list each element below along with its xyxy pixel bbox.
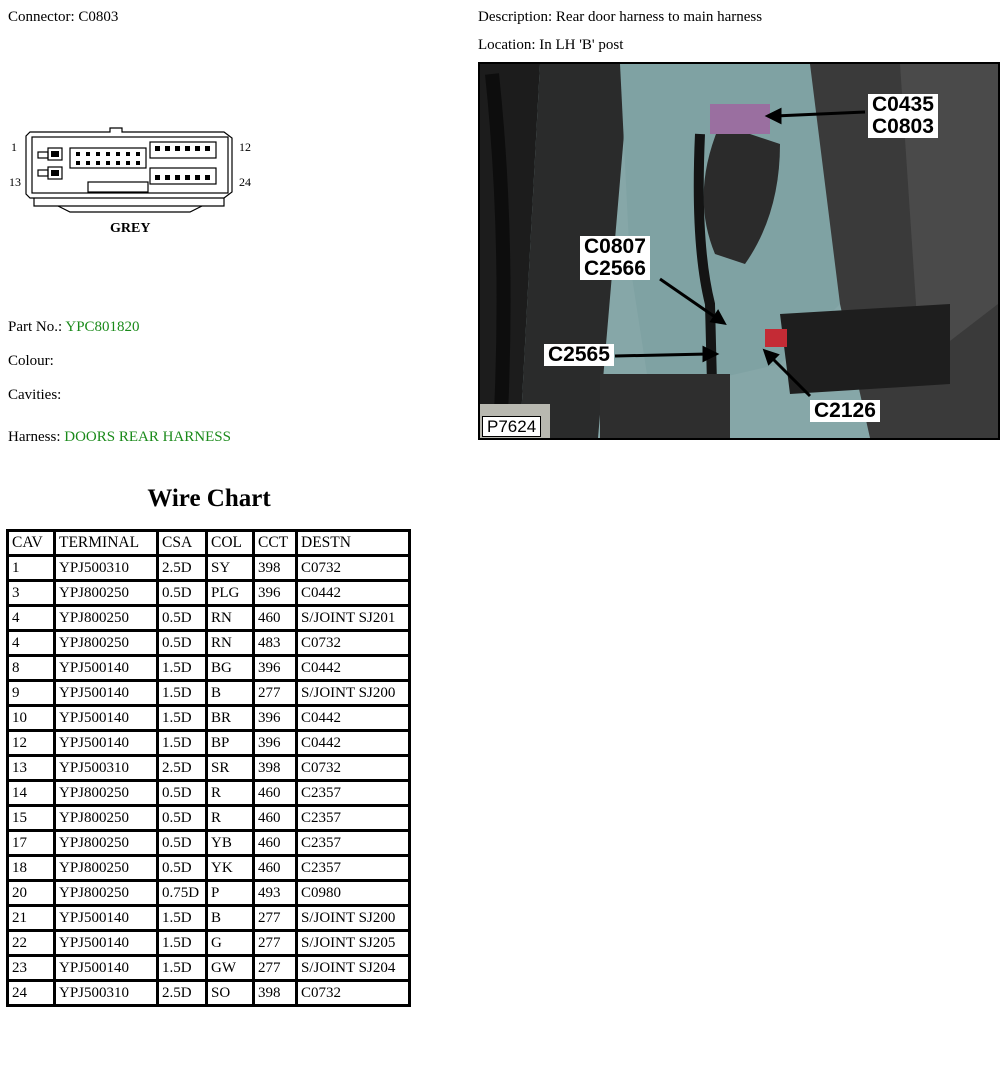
table-row bbox=[9, 732, 408, 754]
cell-terminal: YPJ500140 bbox=[56, 932, 156, 954]
cell-terminal: YPJ500140 bbox=[56, 682, 156, 704]
cell-cct: 277 bbox=[255, 957, 295, 979]
harness-line bbox=[8, 428, 231, 446]
table-row bbox=[9, 882, 408, 904]
cell-destn: S/JOINT SJ205 bbox=[298, 932, 408, 954]
callout-c2565: C2565 bbox=[544, 344, 614, 366]
pin-label-12: 12 bbox=[239, 140, 251, 154]
cell-col: SR bbox=[208, 757, 252, 779]
cell-col: RN bbox=[208, 607, 252, 629]
connector-face-diagram bbox=[0, 120, 280, 240]
connector-pins bbox=[51, 146, 210, 180]
cell-csa: 2.5D bbox=[159, 757, 205, 779]
header-destn: DESTN bbox=[298, 532, 408, 554]
cell-col: R bbox=[208, 807, 252, 829]
table-row bbox=[9, 557, 408, 579]
pin-label-13: 13 bbox=[9, 175, 21, 189]
table-row bbox=[9, 932, 408, 954]
cell-destn: C0980 bbox=[298, 882, 408, 904]
cell-cav: 22 bbox=[9, 932, 53, 954]
header-cct: CCT bbox=[255, 532, 295, 554]
cell-cav: 4 bbox=[9, 607, 53, 629]
cell-destn: C2357 bbox=[298, 832, 408, 854]
cell-destn: S/JOINT SJ204 bbox=[298, 957, 408, 979]
table-row bbox=[9, 857, 408, 879]
photo-ref: P7624 bbox=[482, 416, 541, 437]
callout-c2566: C2566 bbox=[584, 257, 646, 280]
cell-csa: 0.5D bbox=[159, 782, 205, 804]
connector-label: Connector: bbox=[8, 9, 75, 25]
callout-c0807-c2566 bbox=[580, 236, 650, 280]
colour-label: Colour: bbox=[8, 353, 54, 369]
cell-terminal: YPJ500140 bbox=[56, 657, 156, 679]
cell-cav: 20 bbox=[9, 882, 53, 904]
cell-cav: 1 bbox=[9, 557, 53, 579]
cell-csa: 0.5D bbox=[159, 607, 205, 629]
cell-csa: 1.5D bbox=[159, 682, 205, 704]
callout-c0435: C0435 bbox=[872, 93, 934, 116]
cell-cct: 398 bbox=[255, 982, 295, 1004]
cell-cct: 483 bbox=[255, 632, 295, 654]
cell-csa: 1.5D bbox=[159, 707, 205, 729]
cell-csa: 2.5D bbox=[159, 557, 205, 579]
cell-cav: 8 bbox=[9, 657, 53, 679]
description-line bbox=[478, 8, 762, 26]
cell-cav: 14 bbox=[9, 782, 53, 804]
cell-col: BP bbox=[208, 732, 252, 754]
cell-cav: 12 bbox=[9, 732, 53, 754]
table-row bbox=[9, 807, 408, 829]
table-row bbox=[9, 682, 408, 704]
cell-col: RN bbox=[208, 632, 252, 654]
cell-destn: C0732 bbox=[298, 757, 408, 779]
cell-cct: 398 bbox=[255, 757, 295, 779]
table-row bbox=[9, 582, 408, 604]
cell-csa: 0.5D bbox=[159, 832, 205, 854]
cell-destn: C0732 bbox=[298, 557, 408, 579]
cell-cav: 9 bbox=[9, 682, 53, 704]
cell-terminal: YPJ500310 bbox=[56, 757, 156, 779]
cell-csa: 0.5D bbox=[159, 857, 205, 879]
cell-cct: 460 bbox=[255, 607, 295, 629]
pin-label-1: 1 bbox=[11, 140, 17, 154]
description-label: Description: bbox=[478, 9, 553, 25]
cavities-label: Cavities: bbox=[8, 387, 62, 403]
cell-terminal: YPJ500140 bbox=[56, 707, 156, 729]
cell-cav: 15 bbox=[9, 807, 53, 829]
cell-terminal: YPJ800250 bbox=[56, 857, 156, 879]
cell-destn: C0732 bbox=[298, 982, 408, 1004]
cell-destn: C0442 bbox=[298, 657, 408, 679]
cell-col: BG bbox=[208, 657, 252, 679]
colour-line bbox=[8, 352, 54, 370]
cell-destn: S/JOINT SJ201 bbox=[298, 607, 408, 629]
table-row bbox=[9, 607, 408, 629]
cell-col: YB bbox=[208, 832, 252, 854]
red-connector-shape bbox=[765, 329, 787, 347]
cell-terminal: YPJ800250 bbox=[56, 782, 156, 804]
cell-csa: 0.75D bbox=[159, 882, 205, 904]
cell-terminal: YPJ800250 bbox=[56, 832, 156, 854]
harness-label: Harness: bbox=[8, 429, 61, 445]
cell-cct: 460 bbox=[255, 857, 295, 879]
cell-cct: 460 bbox=[255, 807, 295, 829]
cell-cct: 460 bbox=[255, 782, 295, 804]
callout-c0435-c0803 bbox=[868, 94, 938, 138]
cell-csa: 1.5D bbox=[159, 732, 205, 754]
cell-cav: 4 bbox=[9, 632, 53, 654]
cell-terminal: YPJ800250 bbox=[56, 582, 156, 604]
cell-col: GW bbox=[208, 957, 252, 979]
location-line bbox=[478, 36, 623, 54]
cell-terminal: YPJ500140 bbox=[56, 957, 156, 979]
part-no-value: YPC801820 bbox=[65, 319, 140, 335]
cell-cav: 21 bbox=[9, 907, 53, 929]
cell-terminal: YPJ800250 bbox=[56, 607, 156, 629]
cell-destn: C0442 bbox=[298, 707, 408, 729]
header-csa: CSA bbox=[159, 532, 205, 554]
cell-col: B bbox=[208, 682, 252, 704]
header-cav: CAV bbox=[9, 532, 53, 554]
cell-col: SO bbox=[208, 982, 252, 1004]
pin-label-24: 24 bbox=[239, 175, 251, 189]
cell-csa: 0.5D bbox=[159, 582, 205, 604]
part-no-label: Part No.: bbox=[8, 319, 63, 335]
cell-destn: C2357 bbox=[298, 807, 408, 829]
cell-cav: 17 bbox=[9, 832, 53, 854]
table-row bbox=[9, 907, 408, 929]
wire-chart-body bbox=[9, 557, 408, 1004]
cell-cav: 24 bbox=[9, 982, 53, 1004]
cell-csa: 0.5D bbox=[159, 632, 205, 654]
cell-destn: C0732 bbox=[298, 632, 408, 654]
cell-col: PLG bbox=[208, 582, 252, 604]
cell-terminal: YPJ800250 bbox=[56, 632, 156, 654]
table-row bbox=[9, 757, 408, 779]
cell-csa: 2.5D bbox=[159, 982, 205, 1004]
header-terminal: TERMINAL bbox=[56, 532, 156, 554]
cell-cct: 396 bbox=[255, 582, 295, 604]
cell-terminal: YPJ500310 bbox=[56, 982, 156, 1004]
cell-col: SY bbox=[208, 557, 252, 579]
cell-cav: 18 bbox=[9, 857, 53, 879]
cell-col: BR bbox=[208, 707, 252, 729]
connector-colour-label: GREY bbox=[110, 221, 151, 236]
callout-c0803: C0803 bbox=[872, 115, 934, 138]
callout-c0807: C0807 bbox=[584, 235, 646, 258]
cell-csa: 1.5D bbox=[159, 907, 205, 929]
header-col: COL bbox=[208, 532, 252, 554]
cell-cct: 460 bbox=[255, 832, 295, 854]
table-row bbox=[9, 982, 408, 1004]
connector-line bbox=[8, 8, 118, 26]
callout-c2126: C2126 bbox=[810, 400, 880, 422]
cell-terminal: YPJ800250 bbox=[56, 807, 156, 829]
wire-chart-title: Wire Chart bbox=[147, 485, 271, 512]
cell-cav: 23 bbox=[9, 957, 53, 979]
cell-terminal: YPJ500140 bbox=[56, 732, 156, 754]
wire-chart-table bbox=[6, 529, 411, 1007]
connector-value: C0803 bbox=[78, 9, 119, 25]
cell-cav: 10 bbox=[9, 707, 53, 729]
cell-csa: 1.5D bbox=[159, 932, 205, 954]
table-row bbox=[9, 832, 408, 854]
description-value: Rear door harness to main harness bbox=[555, 9, 763, 25]
cavities-line bbox=[8, 386, 61, 404]
cell-destn: C2357 bbox=[298, 857, 408, 879]
table-row bbox=[9, 707, 408, 729]
cell-cct: 493 bbox=[255, 882, 295, 904]
cell-col: B bbox=[208, 907, 252, 929]
cell-csa: 1.5D bbox=[159, 657, 205, 679]
location-value: In LH 'B' post bbox=[539, 37, 624, 53]
location-label: Location: bbox=[478, 37, 536, 53]
cell-cct: 396 bbox=[255, 657, 295, 679]
cell-csa: 1.5D bbox=[159, 957, 205, 979]
table-row bbox=[9, 782, 408, 804]
cell-terminal: YPJ800250 bbox=[56, 882, 156, 904]
cell-destn: C0442 bbox=[298, 732, 408, 754]
cell-col: P bbox=[208, 882, 252, 904]
cell-cct: 277 bbox=[255, 932, 295, 954]
cell-csa: 0.5D bbox=[159, 807, 205, 829]
cell-cct: 277 bbox=[255, 907, 295, 929]
part-no-line bbox=[8, 318, 140, 336]
cell-col: R bbox=[208, 782, 252, 804]
cell-destn: C0442 bbox=[298, 582, 408, 604]
location-photo bbox=[478, 62, 1000, 440]
wire-chart-header-row bbox=[9, 532, 408, 554]
harness-value: DOORS REAR HARNESS bbox=[64, 429, 231, 445]
table-row bbox=[9, 657, 408, 679]
cell-cav: 3 bbox=[9, 582, 53, 604]
cell-terminal: YPJ500140 bbox=[56, 907, 156, 929]
cell-col: G bbox=[208, 932, 252, 954]
cell-destn: S/JOINT SJ200 bbox=[298, 907, 408, 929]
cell-cct: 398 bbox=[255, 557, 295, 579]
cell-col: YK bbox=[208, 857, 252, 879]
cell-destn: C2357 bbox=[298, 782, 408, 804]
cell-cct: 396 bbox=[255, 707, 295, 729]
cell-cct: 396 bbox=[255, 732, 295, 754]
table-row bbox=[9, 957, 408, 979]
cell-terminal: YPJ500310 bbox=[56, 557, 156, 579]
cell-cav: 13 bbox=[9, 757, 53, 779]
cell-destn: S/JOINT SJ200 bbox=[298, 682, 408, 704]
table-row bbox=[9, 632, 408, 654]
cell-cct: 277 bbox=[255, 682, 295, 704]
